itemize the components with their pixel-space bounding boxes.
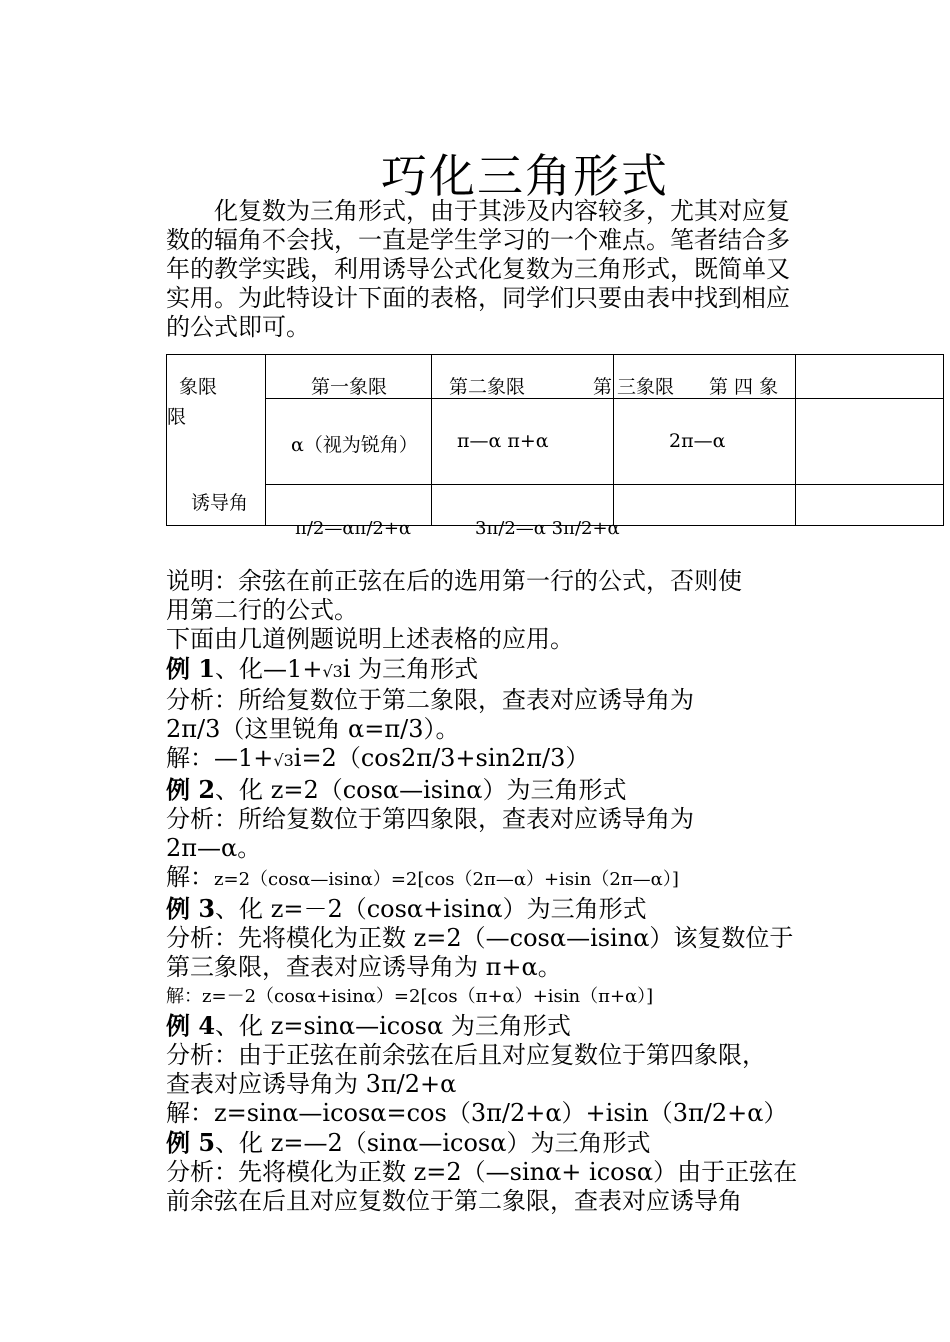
header-q2: 第二象限 [449, 376, 526, 398]
row-label-induction-angle: 诱导角 [191, 492, 249, 514]
body-line: 分析：所给复数位于第四象限，查表对应诱导角为 [166, 805, 694, 833]
body-line: 下面由几道例题说明上述表格的应用。 [166, 625, 574, 653]
sqrt-three: √3 [273, 751, 294, 770]
example-label: 例 3 [166, 894, 216, 923]
example-2-heading: 例 2、化 z=2（cosα—isinα）为三角形式 [166, 775, 627, 804]
body-line: 第三象限，查表对应诱导角为 π+α。 [166, 953, 562, 981]
body-line: 分析：先将模化为正数 z=2（—cosα—isinα）该复数位于 [166, 924, 794, 952]
table-col-divider [613, 355, 614, 525]
example-4-solution: 解：z=sinα—icosα=cos（3π/2+α）+isin（3π/2+α） [166, 1099, 788, 1127]
header-q3: 三象限 [617, 376, 675, 398]
body-line: 分析：先将模化为正数 z=2（—sinα+ icosα）由于正弦在 [166, 1158, 798, 1186]
body-line: 说明：余弦在前正弦在后的选用第一行的公式，否则使 [166, 567, 742, 595]
header-quadrant: 象限 [179, 376, 218, 398]
example-label: 例 1 [166, 654, 216, 683]
cell-r2-q2: 3π/2—α 3π/2+α [475, 518, 620, 539]
table-row-divider [265, 484, 943, 485]
body-line: 2π—α。 [166, 834, 262, 862]
example-2-solution: 解：z=2（cosα—isinα）=2[cos（2π—α）+isin（2π—α）] [166, 863, 679, 891]
body-line: 2π/3（这里锐角 α=π/3）。 [166, 715, 460, 743]
document-title: 巧化三角形式 [381, 149, 669, 203]
table-col-divider [795, 355, 796, 525]
header-q1: 第一象限 [311, 376, 388, 398]
cell-r1-q3-q4: 2π—α [669, 430, 726, 452]
cell-r1-q2: π—α π+α [457, 430, 549, 452]
intro-text: 化复数为三角形式，由于其涉及内容较多，尤其对应复数的辐角不会找，一直是学生学习的一个难点。笔者结合多年的教学实践，利用诱导公式化复数为三角形式，既简单又实用。为此特设计下面的表格，同学们只要由表中找到相应的公式即可。 [166, 197, 790, 341]
example-4-heading: 例 4、化 z=sinα—icosα 为三角形式 [166, 1011, 571, 1040]
example-label: 例 4 [166, 1011, 216, 1040]
example-5-heading: 例 5、化 z=—2（sinα—icosα）为三角形式 [166, 1128, 651, 1157]
example-3-heading: 例 3、化 z=－2（cosα+isinα）为三角形式 [166, 894, 647, 923]
example-label: 例 5 [166, 1128, 216, 1157]
body-line: 用第二行的公式。 [166, 596, 358, 624]
table-col-divider [265, 355, 266, 525]
cell-r2-q1: π/2—απ/2+α [295, 518, 412, 539]
body-line: 前余弦在后且对应复数位于第二象限，查表对应诱导角 [166, 1187, 742, 1215]
header-q4: 第 四 象 [709, 376, 779, 398]
induction-angle-table [166, 354, 944, 539]
example-label: 例 2 [166, 775, 216, 804]
header-quadrant-wrap: 限 [167, 406, 187, 428]
body-line: 分析：所给复数位于第二象限，查表对应诱导角为 [166, 686, 694, 714]
intro-paragraph [166, 197, 790, 342]
header-q3-lead: 第 [593, 376, 613, 398]
table-col-divider [431, 355, 432, 525]
example-3-solution: 解：z=－2（cosα+isinα）=2[cos（π+α）+isin（π+α）] [166, 986, 654, 1007]
sqrt-three: √3 [322, 662, 343, 681]
body-line: 分析：由于正弦在前余弦在后且对应复数位于第四象限， [166, 1041, 766, 1069]
body-line: 查表对应诱导角为 3π/2+α [166, 1070, 457, 1098]
cell-r1-q1: α（视为锐角） [291, 434, 418, 456]
document-body [166, 567, 806, 1216]
example-1-solution: 解：—1+√3i=2（cos2π/3+sin2π/3） [166, 744, 590, 772]
example-1-heading: 例 1、化—1+√3i 为三角形式 [166, 654, 479, 683]
